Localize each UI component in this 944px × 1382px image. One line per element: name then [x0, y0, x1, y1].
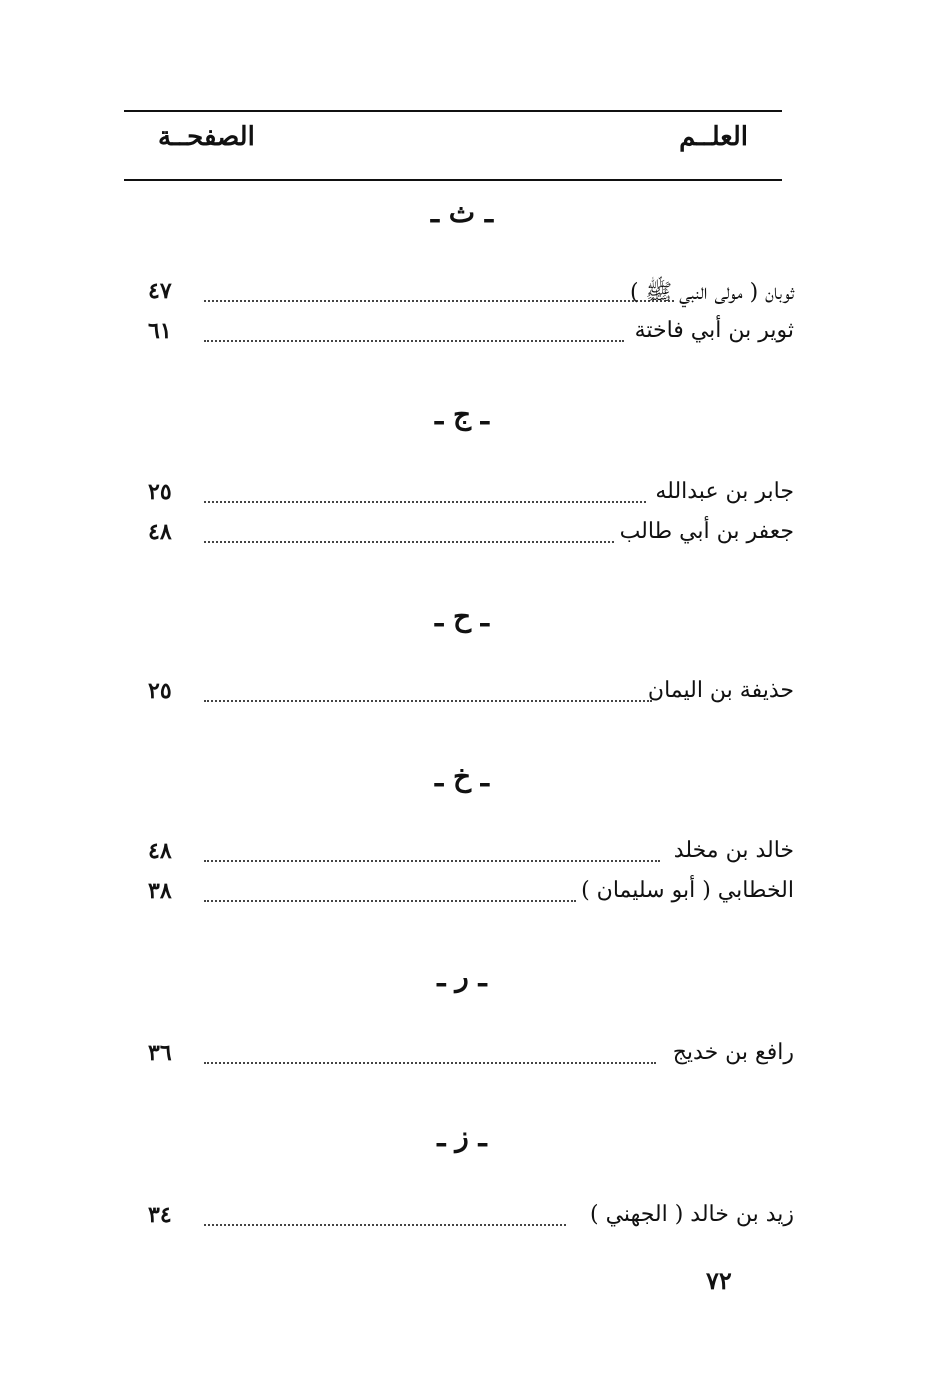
- entry-page: ٤٨: [148, 838, 172, 864]
- leader-dots: [204, 501, 646, 503]
- entry-name: جعفر بن أبي طالب: [619, 519, 794, 544]
- entry-page: ٢٥: [148, 479, 172, 505]
- index-entry: [148, 838, 794, 878]
- index-entry: [148, 878, 794, 918]
- leader-dots: [204, 700, 652, 702]
- entry-name: جابر بن عبدالله: [655, 479, 794, 504]
- page-number: ٧٢: [706, 1266, 732, 1295]
- entry-page: ٣٨: [148, 878, 172, 904]
- entry-page: ٤٧: [148, 278, 172, 304]
- index-entry: [148, 519, 794, 559]
- entry-page: ٣٦: [148, 1040, 172, 1066]
- entry-page: ٤٨: [148, 519, 172, 545]
- index-entry: [148, 678, 794, 718]
- entry-name: ثوبان ( مولى النبي ﷺ ): [629, 280, 794, 305]
- entry-page: ٢٥: [148, 678, 172, 704]
- leader-dots: [204, 1224, 566, 1226]
- index-entry: [148, 1202, 794, 1242]
- section-letter-zay: ـ ز ـ: [437, 1120, 487, 1153]
- index-entry: [148, 278, 794, 318]
- section-letter-kha: ـ خ ـ: [435, 760, 489, 793]
- entry-page: ٣٤: [148, 1202, 172, 1228]
- leader-dots: [204, 1062, 656, 1064]
- leader-dots: [204, 300, 674, 302]
- leader-dots: [204, 340, 624, 342]
- section-letter-jim: ـ ج ـ: [435, 398, 489, 431]
- section-letter-ra: ـ ر ـ: [437, 960, 487, 993]
- leader-dots: [204, 900, 576, 902]
- entry-name: رافع بن خديج: [672, 1040, 794, 1065]
- section-letter-ha: ـ ح ـ: [435, 600, 489, 633]
- entry-page: ٦١: [148, 318, 172, 344]
- section-letter-tha: ـ ث ـ: [430, 196, 494, 229]
- leader-dots: [204, 541, 614, 543]
- leader-dots: [204, 860, 660, 862]
- entry-name: حذيفة بن اليمان: [647, 678, 794, 703]
- header-top-rule: [124, 110, 782, 112]
- entry-name: الخطابي ( أبو سليمان ): [581, 878, 794, 903]
- column-header-page: الصفحــة: [158, 122, 255, 152]
- entry-name: زيد بن خالد ( الجهني ): [590, 1202, 794, 1227]
- index-entry: [148, 318, 794, 358]
- header-bottom-rule: [124, 179, 782, 181]
- index-entry: [148, 1040, 794, 1080]
- column-header-name: العلــم: [679, 122, 748, 152]
- entry-name: ثوير بن أبي فاختة: [634, 318, 794, 343]
- entry-name: خالد بن مخلد: [673, 838, 794, 863]
- index-entry: [148, 479, 794, 519]
